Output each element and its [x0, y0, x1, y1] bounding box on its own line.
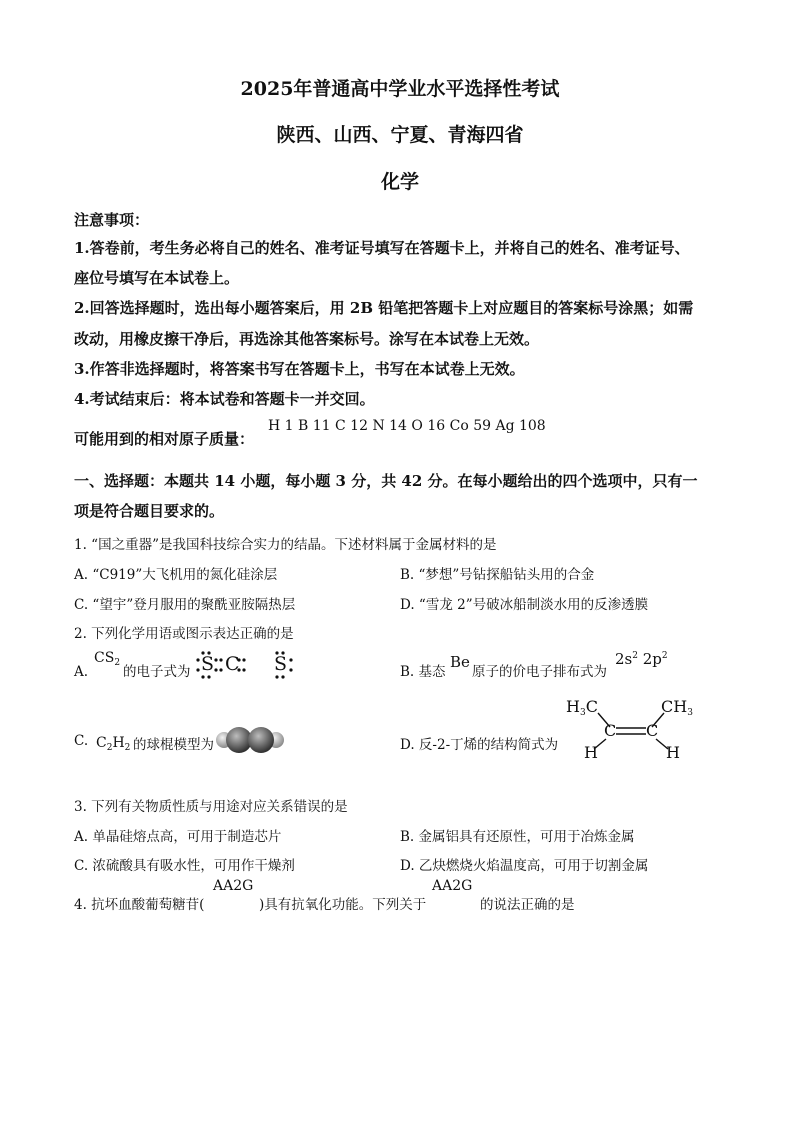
- subject-title: 化学: [380, 171, 419, 193]
- q2-option-d-label: D. 反-2-丁烯的结构简式为: [400, 737, 559, 753]
- q3-option-d: D. 乙炔燃烧火焰温度高，可用于切割金属: [400, 858, 649, 874]
- q2-b-text: 原子的价电子排布式为: [472, 664, 607, 680]
- trans-2-butene-structure: [566, 695, 706, 765]
- cs2-lewis-structure: [194, 648, 296, 680]
- q2-option-c-label: C.: [74, 733, 89, 749]
- atomic-mass-values: H 1 B 11 C 12 N 14 O 16 Co 59 Ag 108: [268, 418, 546, 434]
- q4-formula-1: AA2G: [213, 878, 254, 894]
- butene-h-left: H: [584, 743, 598, 762]
- exam-title: 2025年普通高中学业水平选择性考试: [240, 78, 560, 100]
- cs2-s-left: S: [201, 653, 215, 675]
- notice-line-2: 座位号填写在本试卷上。: [74, 269, 240, 287]
- q4-stem-a: 4. 抗坏血酸葡萄糖苷(: [74, 897, 205, 913]
- notice-line-1: 1.答卷前，考生务必将自己的姓名、准考证号填写在答题卡上，并将自己的姓名、准考证号、: [74, 239, 690, 257]
- q2-c-text: 的球棍模型为: [133, 737, 214, 753]
- section-1-line-1: 一、选择题：本题共 14 小题，每小题 3 分，共 42 分。在每小题给出的四个选项中，只有一: [74, 472, 698, 490]
- q4-formula-2: AA2G: [432, 878, 473, 894]
- butene-ch3-right: $CH_3$: [661, 697, 693, 718]
- q2-b-config: $2s^2$ $2p^2$: [615, 650, 668, 668]
- q1-option-a: A. “C919”大飞机用的氮化硅涂层: [74, 567, 278, 583]
- cs2-c: C: [225, 653, 240, 675]
- notice-line-4: 改动，用橡皮擦干净后，再选涂其他答案标号。涂写在本试卷上无效。: [74, 330, 540, 348]
- c2h2-ball-stick-model: [215, 723, 285, 757]
- atomic-mass-label: 可能用到的相对原子质量：: [74, 430, 255, 448]
- q2-option-b-label: B. 基态: [400, 664, 446, 680]
- q2-stem: 2. 下列化学用语或图示表达正确的是: [74, 626, 294, 642]
- notice-line-6: 4.考试结束后：将本试卷和答题卡一并交回。: [74, 390, 375, 408]
- butene-ch3-left: $H_3C$: [566, 697, 598, 718]
- butene-c-left: C: [604, 721, 617, 740]
- q2-b-element: Be: [450, 653, 470, 671]
- q3-option-c: C. 浓硫酸具有吸水性，可用作干燥剂: [74, 858, 295, 874]
- q2-option-a-label: A.: [74, 664, 89, 680]
- q1-option-d: D. “雪龙 2”号破冰船制淡水用的反渗透膜: [400, 597, 649, 613]
- q3-option-b: B. 金属铝具有还原性，可用于冶炼金属: [400, 829, 635, 845]
- q3-option-a: A. 单晶硅熔点高，可用于制造芯片: [74, 829, 282, 845]
- notice-heading: 注意事项：: [74, 211, 150, 229]
- q4-stem-c: 的说法正确的是: [480, 897, 575, 913]
- q1-option-b: B. “梦想”号钻探船钻头用的合金: [400, 567, 595, 583]
- butene-c-right: C: [646, 721, 659, 740]
- q4-stem-b: )具有抗氧化功能。下列关于: [259, 897, 427, 913]
- butene-h-right: H: [666, 743, 680, 762]
- notice-line-5: 3.作答非选择题时，将答案书写在答题卡上，书写在本试卷上无效。: [74, 360, 525, 378]
- q3-stem: 3. 下列有关物质性质与用途对应关系错误的是: [74, 799, 348, 815]
- q1-option-c: C. “望宇”登月服用的聚酰亚胺隔热层: [74, 597, 296, 613]
- q2-a-formula: $CS_2$: [94, 650, 121, 668]
- section-1-line-2: 项是符合题目要求的。: [74, 502, 225, 520]
- cs2-s-right: S: [274, 653, 288, 675]
- provinces-title: 陕西、山西、宁夏、青海四省: [276, 124, 524, 146]
- q2-a-text: 的电子式为: [123, 664, 191, 680]
- q1-stem: 1. “国之重器”是我国科技综合实力的结晶。下述材料属于金属材料的是: [74, 537, 497, 553]
- notice-line-3: 2.回答选择题时，选出每小题答案后，用 2B 铅笔把答题卡上对应题目的答案标号涂黑；如需: [74, 299, 694, 317]
- q2-c-formula: $C_2H_2$: [96, 735, 131, 753]
